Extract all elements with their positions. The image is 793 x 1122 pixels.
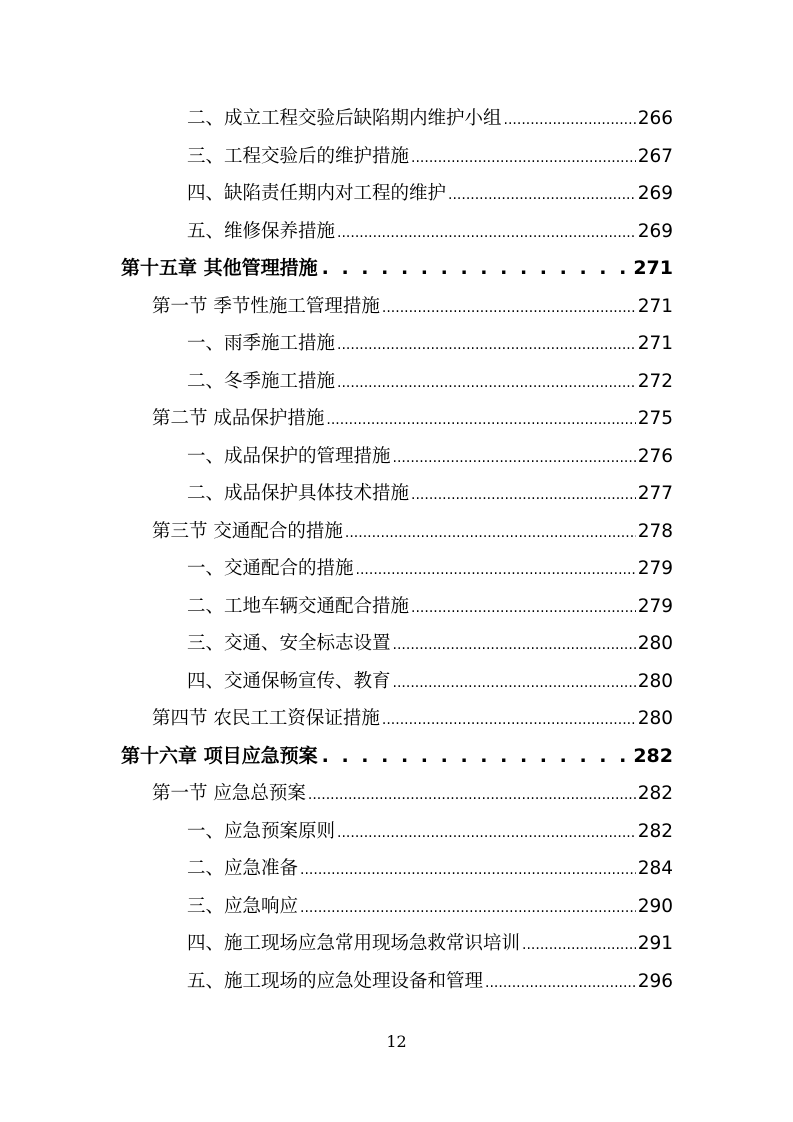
toc-entry[interactable] <box>0 925 793 963</box>
toc-dot-leader <box>504 102 636 140</box>
toc-entry-title: 一、交通配合的措施 <box>187 558 354 579</box>
toc-dot-leader <box>337 327 636 365</box>
toc-entry-page: 284 <box>637 858 673 879</box>
toc-chapter-entry[interactable] <box>0 738 793 776</box>
toc-entry-page: 282 <box>637 820 673 842</box>
toc-entry-page: 290 <box>637 895 673 917</box>
toc-dot-leader <box>411 590 636 628</box>
toc-entry-title: 五、维修保养措施 <box>187 220 336 242</box>
toc-entry-page: 276 <box>637 445 673 467</box>
toc-section-entry[interactable] <box>0 700 793 738</box>
toc-entry-page: 296 <box>637 970 673 992</box>
toc-entry-page: 277 <box>637 483 673 504</box>
toc-entry[interactable] <box>0 138 793 176</box>
toc-dot-leader <box>356 552 636 590</box>
toc-entry-page: 267 <box>637 145 673 167</box>
toc-entry-title: 三、交通、安全标志设置 <box>187 633 391 654</box>
toc-entry-page: 280 <box>637 670 673 692</box>
toc-entry-page: 266 <box>637 108 673 129</box>
toc-entry[interactable] <box>0 813 793 851</box>
toc-entry-title: 第三节 交通配合的措施 <box>152 520 343 542</box>
toc-chapter-entry[interactable] <box>0 250 793 288</box>
toc-entry-title: 四、交通保畅宣传、教育 <box>187 670 391 692</box>
toc-entry-title: 五、施工现场的应急处理设备和管理 <box>187 970 484 992</box>
toc-entry-title: 二、应急准备 <box>187 858 299 879</box>
toc-entry[interactable] <box>0 963 793 1001</box>
toc-dot-leader <box>393 627 636 665</box>
toc-entry-page: 282 <box>637 783 673 804</box>
toc-entry-page: 269 <box>637 183 673 204</box>
table-of-contents <box>0 100 793 1000</box>
toc-entry-title: 第一节 季节性施工管理措施 <box>152 295 380 317</box>
toc-entry-title: 二、成品保护具体技术措施 <box>187 483 410 504</box>
toc-entry-title: 二、成立工程交验后缺陷期内维护小组 <box>187 108 502 129</box>
toc-entry-page: 272 <box>637 370 673 392</box>
toc-entry-page: 279 <box>637 558 673 579</box>
toc-entry-title: 四、施工现场应急常用现场急救常识培训 <box>187 933 521 954</box>
toc-entry[interactable] <box>0 550 793 588</box>
toc-section-entry[interactable] <box>0 400 793 438</box>
toc-entry-page: 271 <box>637 333 673 354</box>
toc-dot-leader <box>345 515 636 553</box>
toc-dot-leader <box>382 702 636 740</box>
toc-entry[interactable] <box>0 100 793 138</box>
toc-entry-title: 第十五章 其他管理措施 <box>121 257 318 279</box>
toc-dot-leader <box>322 738 630 776</box>
toc-entry-page: 271 <box>633 257 673 279</box>
toc-entry[interactable] <box>0 888 793 926</box>
toc-entry-page: 280 <box>637 708 673 729</box>
toc-entry-title: 三、应急响应 <box>187 895 299 917</box>
toc-entry-page: 275 <box>637 408 673 429</box>
toc-section-entry[interactable] <box>0 775 793 813</box>
toc-entry[interactable] <box>0 438 793 476</box>
toc-dot-leader <box>393 665 636 703</box>
toc-entry-title: 二、工地车辆交通配合措施 <box>187 595 410 617</box>
toc-entry-page: 269 <box>637 220 673 242</box>
toc-entry[interactable] <box>0 850 793 888</box>
toc-entry-title: 二、冬季施工措施 <box>187 370 336 392</box>
toc-entry-page: 282 <box>633 744 673 767</box>
toc-entry-title: 第二节 成品保护措施 <box>152 408 325 429</box>
toc-dot-leader <box>322 250 630 288</box>
toc-entry[interactable] <box>0 663 793 701</box>
toc-section-entry[interactable] <box>0 513 793 551</box>
toc-entry[interactable] <box>0 475 793 513</box>
toc-dot-leader <box>485 965 636 1003</box>
toc-entry[interactable] <box>0 625 793 663</box>
toc-dot-leader <box>522 927 636 965</box>
toc-section-entry[interactable] <box>0 288 793 326</box>
toc-dot-leader <box>337 365 636 403</box>
toc-dot-leader <box>448 177 636 215</box>
toc-entry-title: 第一节 应急总预案 <box>152 783 306 804</box>
toc-entry-title: 一、雨季施工措施 <box>187 333 336 354</box>
toc-entry[interactable] <box>0 588 793 626</box>
toc-dot-leader <box>308 777 636 815</box>
toc-entry-page: 291 <box>637 933 673 954</box>
toc-dot-leader <box>382 290 636 328</box>
toc-entry-title: 三、工程交验后的维护措施 <box>187 145 410 167</box>
toc-entry[interactable] <box>0 363 793 401</box>
toc-entry[interactable] <box>0 325 793 363</box>
toc-entry-page: 279 <box>637 595 673 617</box>
toc-entry-title: 一、应急预案原则 <box>187 820 336 842</box>
toc-entry-page: 278 <box>637 520 673 542</box>
toc-dot-leader <box>300 890 636 928</box>
toc-entry-page: 280 <box>637 633 673 654</box>
toc-entry-title: 四、缺陷责任期内对工程的维护 <box>187 183 447 204</box>
toc-entry[interactable] <box>0 175 793 213</box>
toc-entry[interactable] <box>0 213 793 251</box>
toc-entry-page: 271 <box>637 295 673 317</box>
page-number: 12 <box>386 1032 407 1051</box>
toc-dot-leader <box>337 815 636 853</box>
toc-entry-title: 第四节 农民工工资保证措施 <box>152 708 380 729</box>
toc-dot-leader <box>300 852 636 890</box>
toc-dot-leader <box>411 140 636 178</box>
toc-dot-leader <box>337 215 636 253</box>
toc-dot-leader <box>326 402 635 440</box>
toc-dot-leader <box>393 440 636 478</box>
toc-entry-title: 第十六章 项目应急预案 <box>121 744 318 767</box>
toc-entry-title: 一、成品保护的管理措施 <box>187 445 391 467</box>
toc-dot-leader <box>411 477 636 515</box>
